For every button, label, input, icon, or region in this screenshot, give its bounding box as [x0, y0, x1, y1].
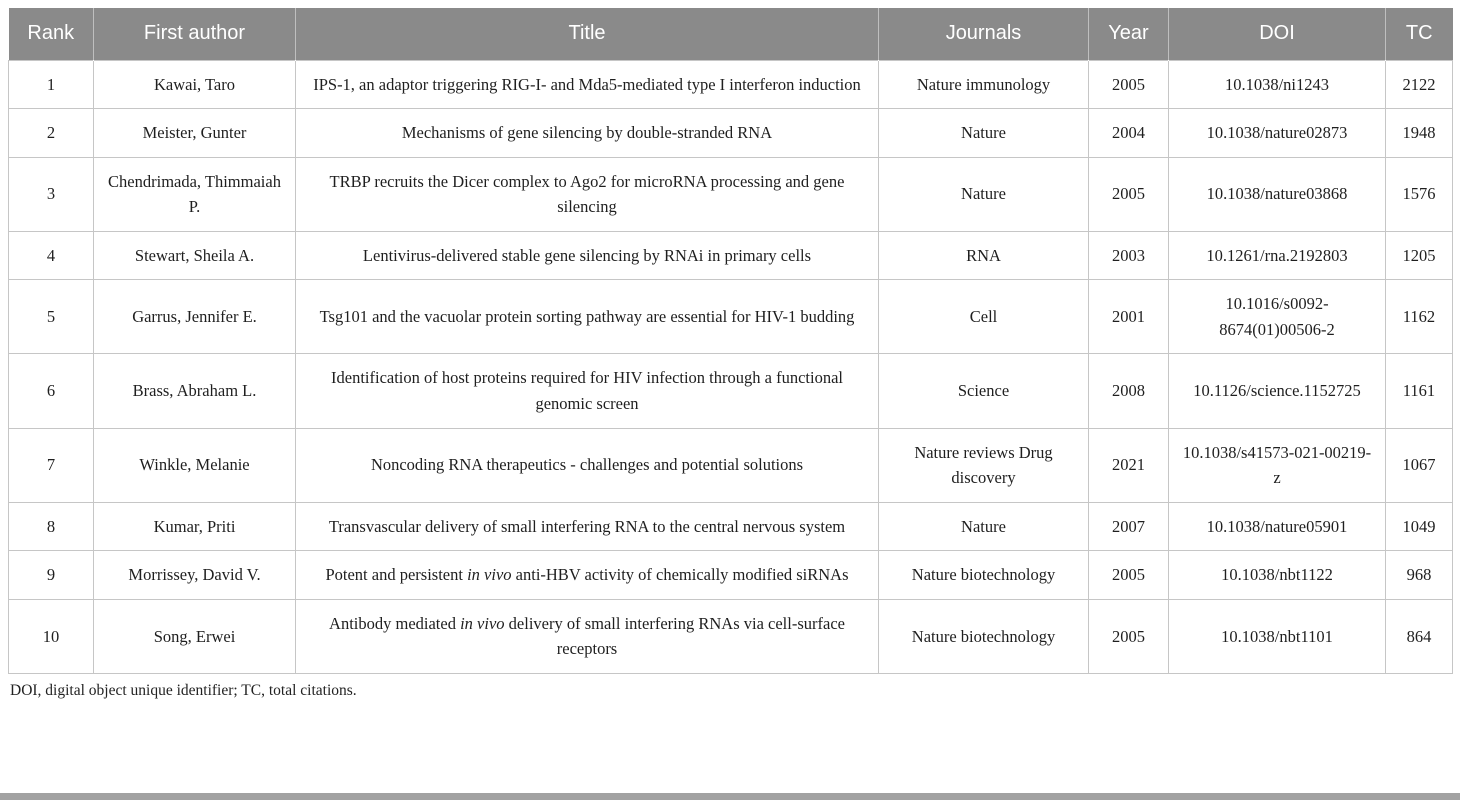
table-row [9, 231, 1453, 280]
journal-cell: Nature [879, 157, 1089, 231]
title-cell: Tsg101 and the vacuolar protein sorting pathway are essential for HIV-1 budding [296, 280, 879, 354]
rank-cell: 10 [9, 599, 94, 673]
year-cell: 2005 [1089, 157, 1169, 231]
doi-cell: 10.1038/nature05901 [1169, 502, 1386, 551]
rank-cell: 9 [9, 551, 94, 600]
rank-cell: 7 [9, 428, 94, 502]
doi-cell: 10.1038/nature02873 [1169, 109, 1386, 158]
tc-cell: 2122 [1386, 60, 1453, 109]
journal-cell: Nature [879, 109, 1089, 158]
doi-cell: 10.1016/s0092-8674(01)00506-2 [1169, 280, 1386, 354]
author-cell: Garrus, Jennifer E. [94, 280, 296, 354]
tc-cell: 1067 [1386, 428, 1453, 502]
tc-cell: 1576 [1386, 157, 1453, 231]
year-cell: 2007 [1089, 502, 1169, 551]
doi-cell: 10.1038/nature03868 [1169, 157, 1386, 231]
title-italic-text: in vivo [460, 613, 505, 633]
year-cell: 2004 [1089, 109, 1169, 158]
journal-cell: Nature reviews Drug discovery [879, 428, 1089, 502]
tc-cell: 1049 [1386, 502, 1453, 551]
doi-cell: 10.1261/rna.2192803 [1169, 231, 1386, 280]
tc-cell: 1948 [1386, 109, 1453, 158]
year-cell: 2005 [1089, 60, 1169, 109]
rank-cell: 4 [9, 231, 94, 280]
rank-cell: 2 [9, 109, 94, 158]
title-text: anti-HBV activity of chemically modified siRNAs [511, 565, 849, 585]
author-cell: Morrissey, David V. [94, 551, 296, 600]
author-cell: Kumar, Priti [94, 502, 296, 551]
table-row [9, 109, 1453, 158]
journal-cell: Nature biotechnology [879, 599, 1089, 673]
rank-cell: 3 [9, 157, 94, 231]
year-cell: 2005 [1089, 599, 1169, 673]
column-header-title: Title [296, 8, 879, 60]
column-header-first-author: First author [94, 8, 296, 60]
table-row [9, 599, 1453, 673]
tc-cell: 1161 [1386, 354, 1453, 428]
author-cell: Winkle, Melanie [94, 428, 296, 502]
journal-cell: RNA [879, 231, 1089, 280]
title-cell: Identification of host proteins required for HIV infection through a functional genomic screen [296, 354, 879, 428]
rank-cell: 8 [9, 502, 94, 551]
title-cell: Mechanisms of gene silencing by double-stranded RNA [296, 109, 879, 158]
title-cell: Lentivirus-delivered stable gene silencing by RNAi in primary cells [296, 231, 879, 280]
author-cell: Chendrimada, Thimmaiah P. [94, 157, 296, 231]
table-row [9, 60, 1453, 109]
header-row [9, 8, 1453, 60]
tc-cell: 968 [1386, 551, 1453, 600]
title-cell: Noncoding RNA therapeutics - challenges and potential solutions [296, 428, 879, 502]
journal-cell: Nature immunology [879, 60, 1089, 109]
year-cell: 2005 [1089, 551, 1169, 600]
author-cell: Stewart, Sheila A. [94, 231, 296, 280]
journal-cell: Nature biotechnology [879, 551, 1089, 600]
table-row [9, 502, 1453, 551]
title-cell [296, 551, 879, 600]
table-row [9, 551, 1453, 600]
journal-cell: Cell [879, 280, 1089, 354]
title-cell: Transvascular delivery of small interfering RNA to the central nervous system [296, 502, 879, 551]
year-cell: 2008 [1089, 354, 1169, 428]
year-cell: 2001 [1089, 280, 1169, 354]
title-cell: IPS-1, an adaptor triggering RIG-I- and Mda5-mediated type I interferon induction [296, 60, 879, 109]
year-cell: 2003 [1089, 231, 1169, 280]
tc-cell: 864 [1386, 599, 1453, 673]
journal-cell: Nature [879, 502, 1089, 551]
author-cell: Song, Erwei [94, 599, 296, 673]
tc-cell: 1162 [1386, 280, 1453, 354]
title-cell [296, 599, 879, 673]
column-header-year: Year [1089, 8, 1169, 60]
table-footnote: DOI, digital object unique identifier; TC, total citations. [10, 681, 357, 699]
author-cell: Meister, Gunter [94, 109, 296, 158]
table-row [9, 354, 1453, 428]
title-cell: TRBP recruits the Dicer complex to Ago2 for microRNA processing and gene silencing [296, 157, 879, 231]
title-italic-text: in vivo [467, 565, 512, 585]
year-cell: 2021 [1089, 428, 1169, 502]
author-cell: Brass, Abraham L. [94, 354, 296, 428]
bottom-strip [0, 793, 1460, 800]
title-text: Antibody mediated [329, 613, 461, 633]
tc-cell: 1205 [1386, 231, 1453, 280]
table-row [9, 280, 1453, 354]
column-header-rank: Rank [9, 8, 94, 60]
rank-cell: 1 [9, 60, 94, 109]
table-header [9, 8, 1453, 60]
rank-cell: 6 [9, 354, 94, 428]
author-cell: Kawai, Taro [94, 60, 296, 109]
table-row [9, 428, 1453, 502]
doi-cell: 10.1038/nbt1101 [1169, 599, 1386, 673]
doi-cell: 10.1038/s41573-021-00219-z [1169, 428, 1386, 502]
column-header-doi: DOI [1169, 8, 1386, 60]
doi-cell: 10.1038/ni1243 [1169, 60, 1386, 109]
top-cited-papers-table [8, 8, 1453, 674]
doi-cell: 10.1038/nbt1122 [1169, 551, 1386, 600]
journal-cell: Science [879, 354, 1089, 428]
title-text: Potent and persistent [325, 565, 468, 585]
column-header-journals: Journals [879, 8, 1089, 60]
rank-cell: 5 [9, 280, 94, 354]
table-row [9, 157, 1453, 231]
table-body [9, 60, 1453, 673]
doi-cell: 10.1126/science.1152725 [1169, 354, 1386, 428]
column-header-tc: TC [1386, 8, 1453, 60]
title-text: delivery of small interfering RNAs via cell-surface receptors [504, 613, 845, 659]
